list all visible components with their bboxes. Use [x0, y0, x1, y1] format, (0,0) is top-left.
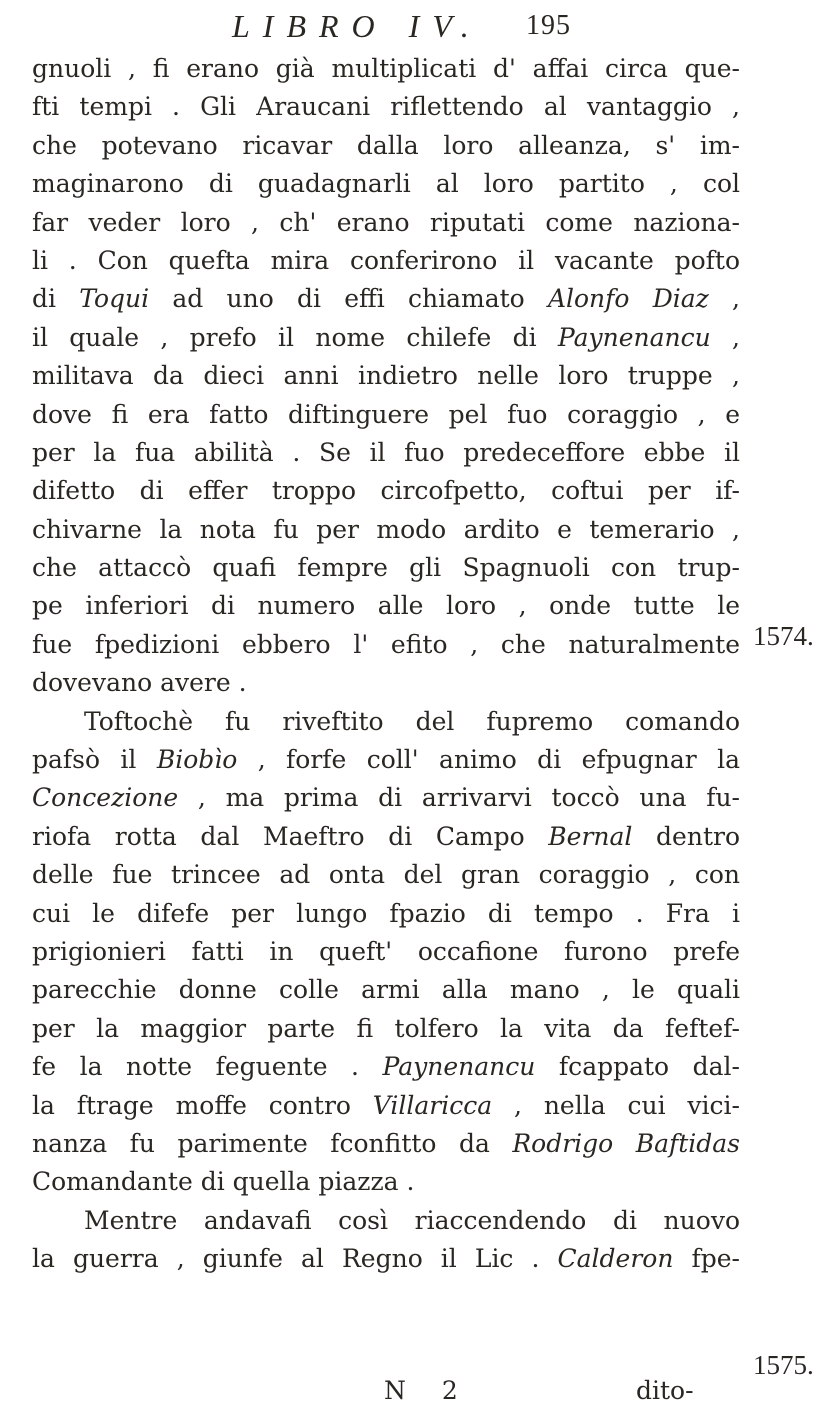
text-line-12: difetto di effer troppo circofpetto, coftui per if- — [32, 476, 740, 506]
text-line-15: pe inferiori di numero alle loro , onde tutte le — [32, 591, 740, 621]
text-line-30: Comandante di quella piazza . — [32, 1167, 415, 1197]
text-line-31: Mentre andavafi così riaccendendo di nuovo — [84, 1205, 740, 1235]
italic-name-villaricca: Villaricca — [372, 1090, 493, 1120]
text-line-16: fue fpedizioni ebbero l' efito , che naturalmente — [32, 629, 740, 659]
italic-name-alonfo-diaz: Alonfo Diaz — [547, 284, 709, 314]
text-line-8: il quale , prefo il nome chilefe di Paynenancu , — [32, 322, 740, 352]
italic-name-calderon: Calderon — [557, 1244, 674, 1274]
signature-mark: N 2 — [384, 1376, 472, 1405]
text-line-27: fe la notte feguente . Paynenancu fcappato dal- — [32, 1052, 740, 1082]
text-line-3: che potevano ricavar dalla loro alleanza, s' im- — [32, 130, 740, 160]
text-line-6: li . Con quefta mira conferirono il vacante pofto — [32, 245, 740, 275]
text-line-21: riofa rotta dal Maeftro di Campo Bernal dentro — [32, 821, 740, 851]
italic-name-biobio: Biobìo — [156, 745, 238, 775]
text-line-22: delle fue trincee ad onta del gran coraggio , con — [32, 860, 740, 890]
catchword: dito- — [636, 1376, 694, 1405]
text-line-25: parecchie donne colle armi alla mano , le quali — [32, 975, 740, 1005]
text-line-11: per la fua abilità . Se il fuo predeceffore ebbe il — [32, 437, 740, 467]
text-line-7: di Toqui ad uno di effi chiamato Alonfo Diaz , — [32, 284, 740, 314]
text-line-17: dovevano avere . — [32, 668, 247, 698]
catchline — [0, 1376, 800, 1416]
text-line-4: maginarono di guadagnarli al loro partito , col — [32, 169, 740, 199]
text-line-18: Toftochè fu riveftito del fupremo comando — [84, 706, 740, 736]
text-line-5: far veder loro , ch' erano riputati come naziona- — [32, 207, 740, 237]
text-line-19: pafsò il Biobìo , forfe coll' animo di efpugnar la — [32, 745, 740, 775]
text-line-29: nanza fu parimente fconfitto da Rodrigo Baftidas — [32, 1128, 741, 1158]
text-line-14: che attaccò quafi fempre gli Spagnuoli con trup- — [32, 553, 740, 583]
text-line-9: militava da dieci anni indietro nelle loro truppe , — [32, 361, 740, 391]
margin-year-1574: 1574. — [753, 621, 814, 651]
text-line-20: Concezione , ma prima di arrivarvi toccò una fu- — [32, 783, 740, 813]
text-line-2: fti tempi . Gli Araucani riflettendo al vantaggio , — [32, 92, 740, 122]
page-number: 195 — [526, 10, 571, 41]
italic-name-concezione: Concezione — [32, 783, 179, 813]
text-line-24: prigionieri fatti in queft' occafione furono prefe — [32, 936, 740, 966]
italic-name-paynenancu: Paynenancu — [382, 1052, 536, 1082]
text-line-1: gnuoli , fi erano già multiplicati d' affai circa que- — [32, 54, 740, 83]
italic-name-rodrigo-baftidas: Rodrigo Baftidas — [512, 1128, 741, 1158]
running-title: LIBRO IV. — [232, 8, 482, 44]
margin-year-1575: 1575. — [753, 1350, 814, 1380]
running-head — [0, 8, 800, 48]
text-line-10: dove fi era fatto diftinguere pel fuo coraggio , e — [32, 399, 740, 429]
italic-name-paynenancu: Paynenancu — [557, 322, 711, 352]
body-text — [32, 50, 740, 1279]
italic-name-bernal: Bernal — [548, 821, 633, 851]
text-line-23: cui le difefe per lungo fpazio di tempo . Fra i — [32, 898, 740, 928]
text-line-13: chivarne la nota fu per modo ardito e temerario , — [32, 514, 740, 544]
italic-name-toqui: Toqui — [79, 284, 150, 314]
text-line-32: la guerra , giunfe al Regno il Lic . Calderon fpe- — [32, 1244, 740, 1274]
text-line-28: la ftrage moffe contro Villaricca , nella cui vici- — [32, 1090, 740, 1120]
text-line-26: per la maggior parte fi tolfero la vita da feftef- — [32, 1013, 740, 1043]
